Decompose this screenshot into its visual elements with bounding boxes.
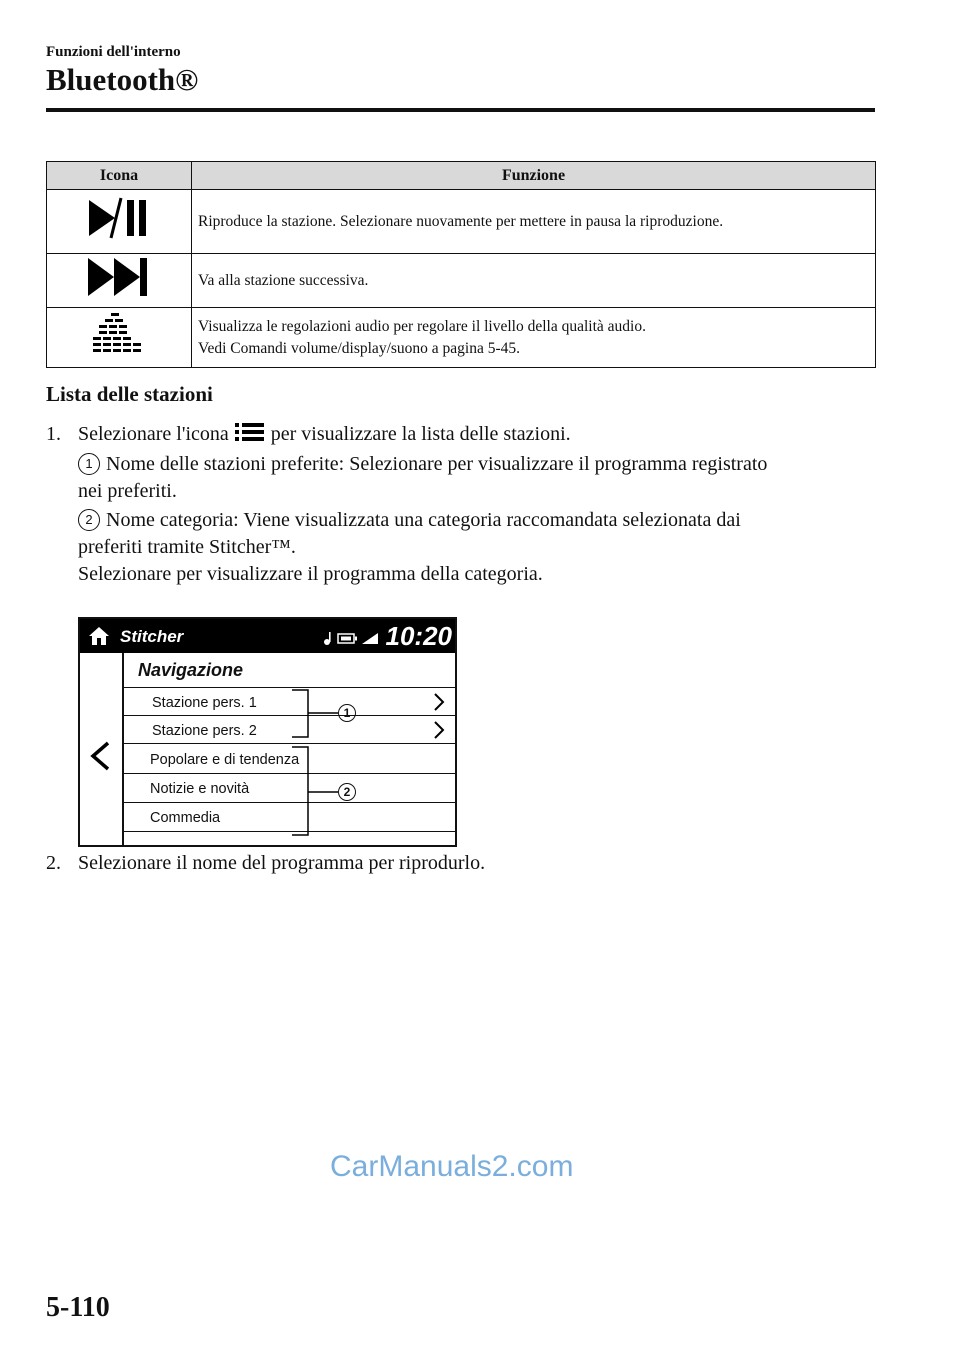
item-1: 1 Nome delle stazioni preferite: Selezionare per visualizzare il programma registrato (78, 451, 767, 478)
callout-lines (80, 619, 455, 845)
clock: 10:20 (385, 621, 452, 651)
item-1-cont: nei preferiti. (78, 480, 177, 502)
section-label: Funzioni dell'interno (46, 44, 181, 60)
list-item[interactable]: Commedia (122, 802, 455, 832)
function-text: Va alla stazione successiva. (192, 254, 876, 308)
page-title: Bluetooth® (46, 62, 199, 97)
list-item[interactable]: Notizie e novità (122, 773, 455, 803)
step-1: 1. Selezionare l'icona per visualizzare la lista delle stazioni. (46, 423, 571, 445)
function-text: Riproduce la stazione. Selezionare nuovamente per mettere in pausa la riproduzione. (192, 190, 876, 254)
skip-next-icon (84, 256, 154, 298)
stitcher-screen (78, 617, 457, 847)
station-list-heading: Lista delle stazioni (46, 382, 213, 406)
function-text: Visualizza le regolazioni audio per regolare il livello della qualità audio. Vedi Comandi volume/display/suono a pagina 5-45. (192, 308, 876, 368)
item-2: 2 Nome categoria: Viene visualizzata una categoria raccomandata selezionata dai (78, 507, 741, 534)
watermark: CarManuals2.com (330, 1150, 574, 1183)
list-item[interactable]: Popolare e di tendenza (122, 743, 455, 774)
marker-1: 1 (78, 453, 100, 475)
callout-2: 2 (338, 783, 356, 801)
play-pause-icon (79, 196, 159, 240)
list-item[interactable]: Stazione pers. 2 (122, 715, 455, 744)
title-rule (46, 108, 875, 112)
list-item[interactable]: Stazione pers. 1 (122, 687, 455, 716)
table-row (47, 254, 876, 308)
col-header-function: Funzione (192, 162, 876, 190)
item-2-note: Selezionare per visualizzare il programma della categoria. (78, 563, 543, 585)
equalizer-icon (89, 309, 149, 359)
table-row (47, 308, 876, 368)
step-2: 2. Selezionare il nome del programma per riprodurlo. (46, 852, 486, 874)
marker-2: 2 (78, 509, 100, 531)
screen-heading: Navigazione (138, 660, 244, 680)
list-icon (234, 422, 266, 442)
callout-1: 1 (338, 704, 356, 722)
item-2-cont: preferiti tramite Stitcher™. (78, 536, 296, 558)
page-number: 5-110 (46, 1292, 110, 1323)
col-header-icon: Icona (47, 162, 192, 190)
table-row (47, 190, 876, 254)
app-name: Stitcher (120, 627, 184, 646)
icon-function-table (46, 161, 876, 368)
